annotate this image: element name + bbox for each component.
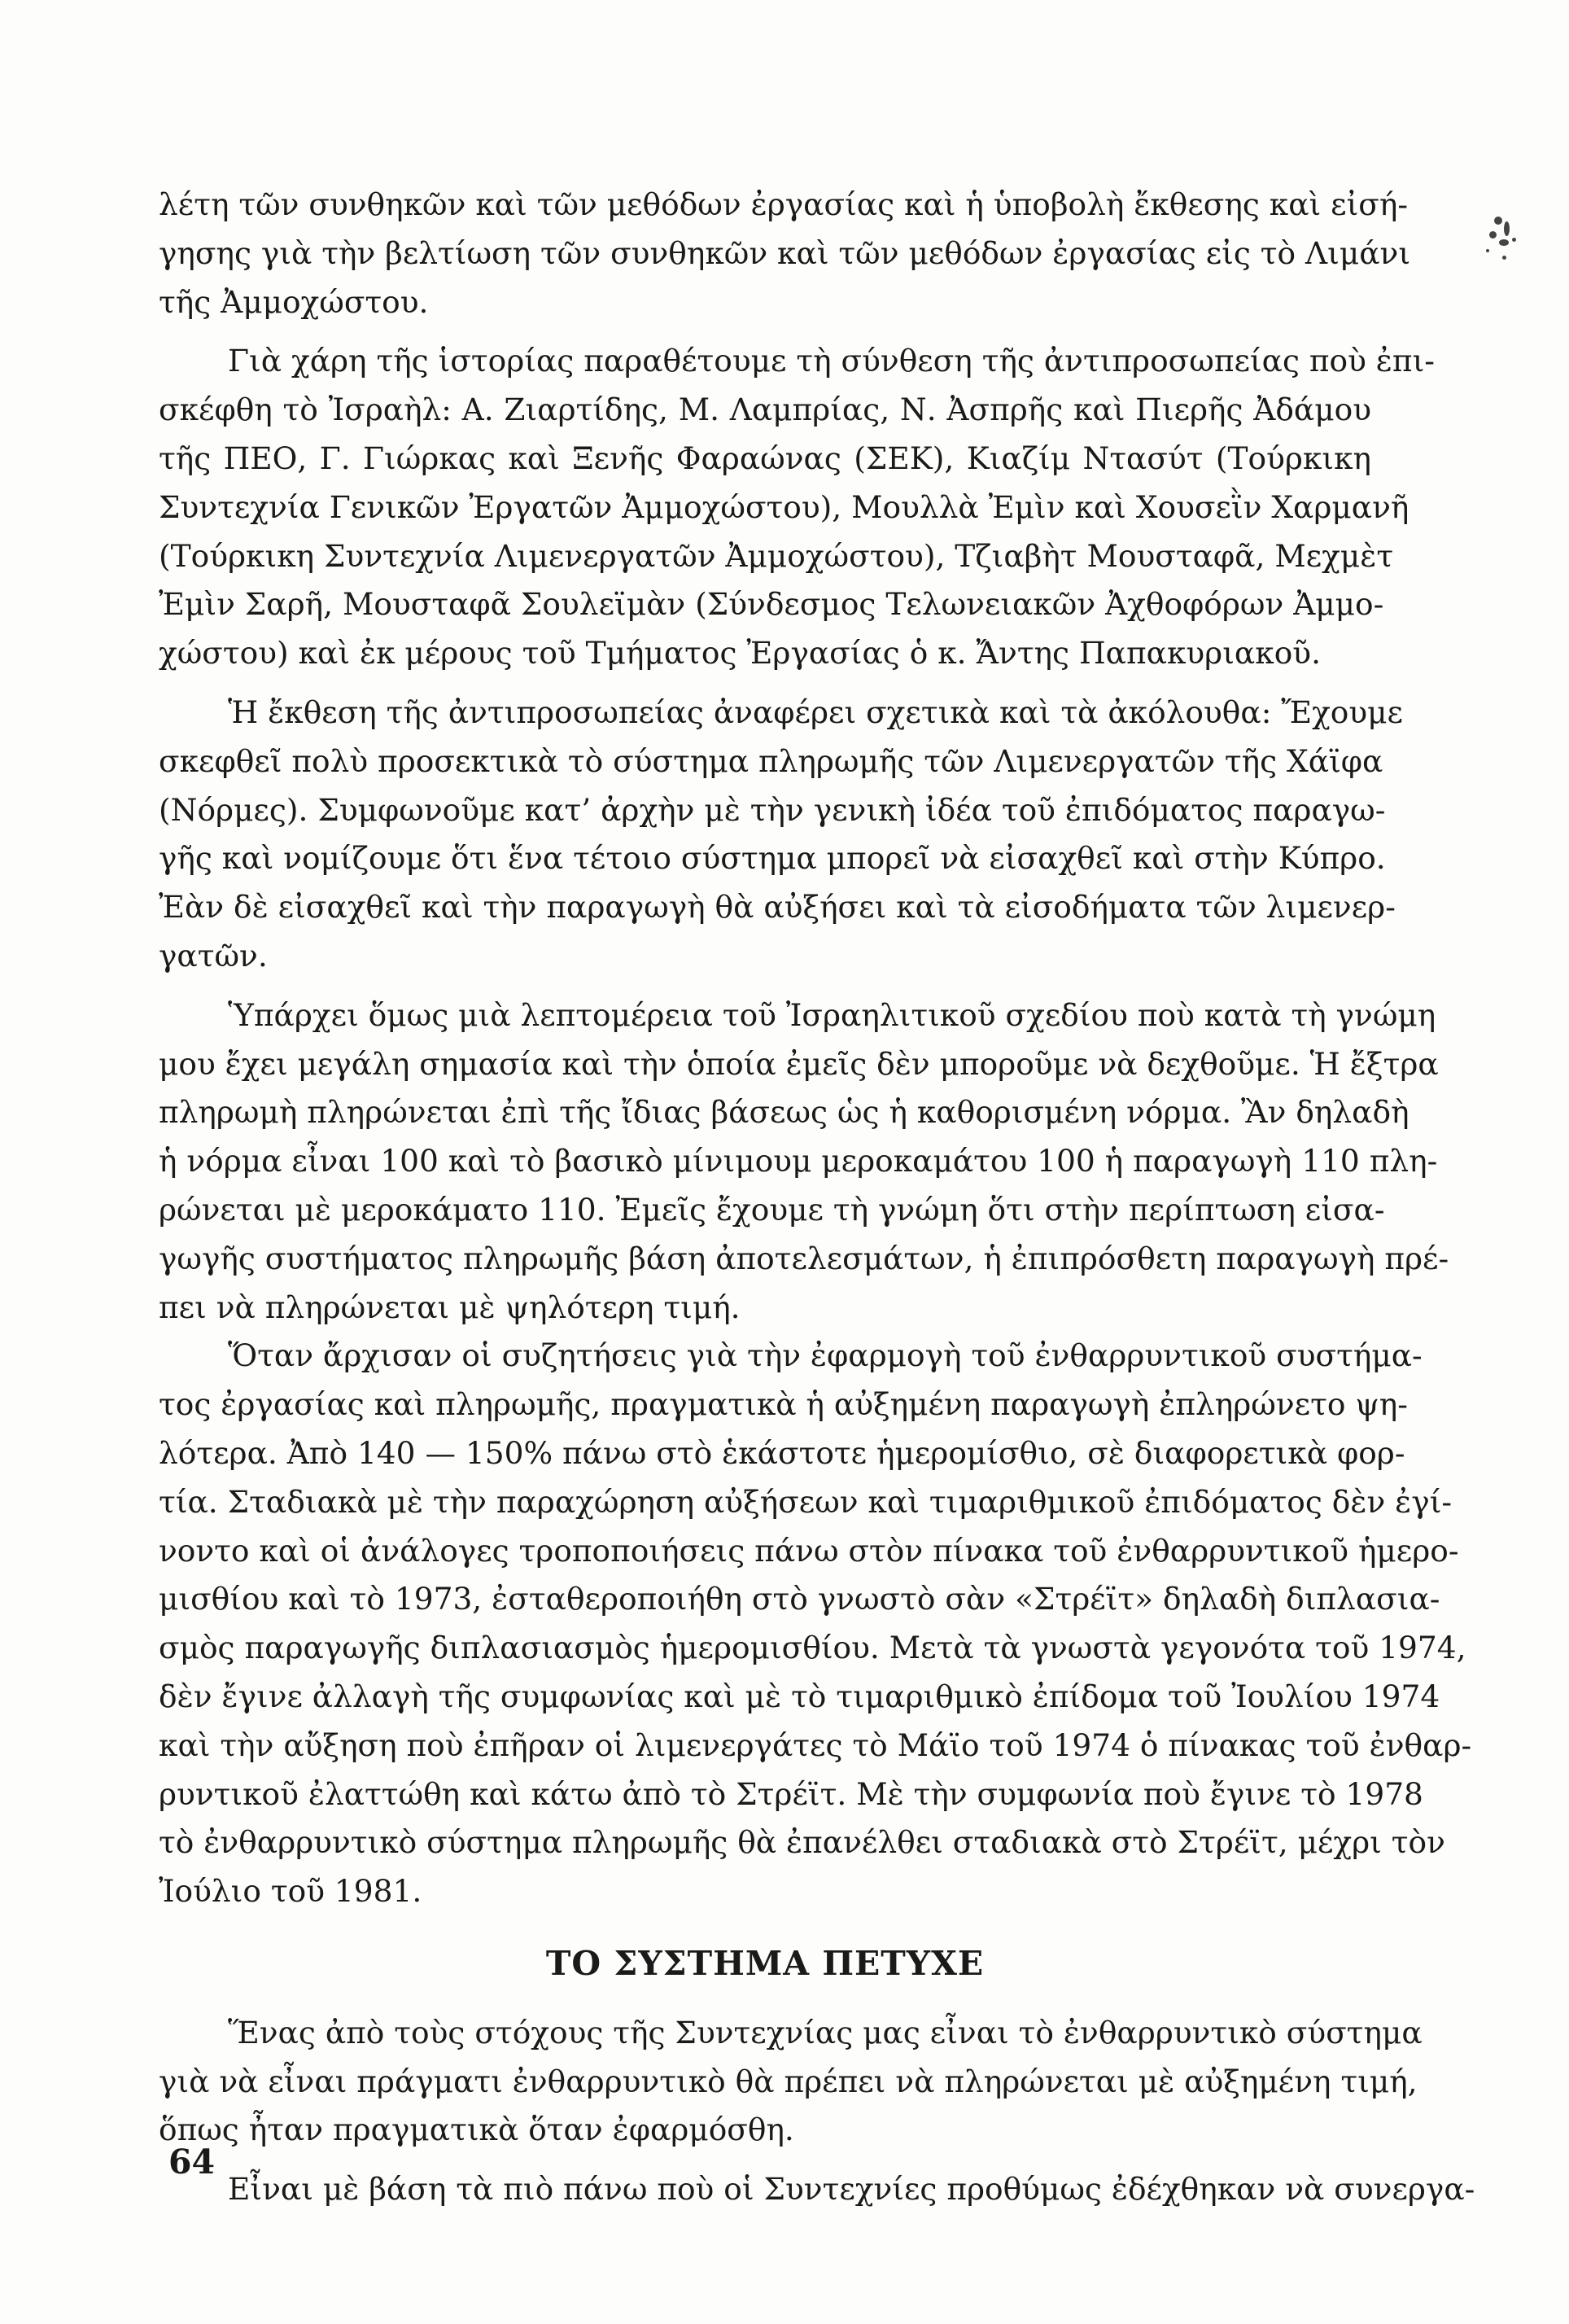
text-line: (Νόρμες). Συμφωνοῦμε κατ’ ἀρχὴν μὲ τὴν γενικὴ ἰδέα τοῦ ἐπιδόματος παραγω- [159,791,1386,828]
paragraph-7 [159,2165,1475,2214]
scan-smudge [1479,213,1528,272]
text-line: ρώνεται μὲ μεροκάματο 110. Ἐμεῖς ἔχουμε τὴ γνώμη ὅτι στὴν περίπτωση εἰσα- [159,1191,1385,1228]
text-line: Συντεχνία Γενικῶν Ἐργατῶν Ἀμμοχώστου), Μουλλὰ Ἐμὶν καὶ Χουσεῒν Χαρμανῆ [159,488,1409,525]
text-line: τος ἐργασίας καὶ πληρωμῆς, πραγματικὰ ἡ αὐξημένη παραγωγὴ ἐπληρώνετο ψη- [159,1386,1408,1423]
paragraph-gap [159,981,1371,991]
paragraph-2 [159,337,1435,678]
scan-speck [1504,221,1510,236]
scan-speck [1512,238,1516,242]
paragraph-4 [159,991,1449,1333]
paragraph-6 [159,2009,1423,2155]
text-line: Ἐὰν δὲ εἰσαχθεῖ καὶ τὴν παραγωγὴ θὰ αὐξήσει καὶ τὰ εἰσοδήματα τῶν λιμενερ- [159,889,1396,926]
text-line: τῆς ΠΕΟ, Γ. Γιώρκας καὶ Ξενῆς Φαραώνας (ΣΕΚ), Κιαζίμ Ντασύτ (Τούρκικη [159,440,1371,476]
scan-speck [1494,217,1502,225]
text-line: σκεφθεῖ πολὺ προσεκτικὰ τὸ σύστημα πληρωμῆς τῶν Λιμενεργατῶν τῆς Χάϊφα [159,742,1383,779]
text-line: Ἕνας ἀπὸ τοὺς στόχους τῆς Συντεχνίας μας εἶναι τὸ ἐνθαρρυντικὸ σύστημα [228,2014,1423,2050]
text-line: πει νὰ πληρώνεται μὲ ψηλότερη τιμή. [159,1289,741,1325]
text-line: ἡ νόρμα εἶναι 100 καὶ τὸ βασικὸ μίνιμουμ μεροκαμάτου 100 ἡ παραγωγὴ 110 πλη- [159,1143,1438,1180]
text-line: τῆς Ἀμμοχώστου. [159,283,429,320]
scan-speck [1489,231,1497,239]
text-line: λέτη τῶν συνθηκῶν καὶ τῶν μεθόδων ἐργασίας καὶ ἡ ὑποβολὴ ἔκθεσης καὶ εἰσή- [159,186,1409,222]
section-heading: ΤΟ ΣΥΣΤΗΜΑ ΠΕΤΥΧΕ [545,1943,985,1983]
text-line: Ἡ ἔκθεση τῆς ἀντιπροσωπείας ἀναφέρει σχετικὰ καὶ τὰ ἀκόλουθα: Ἔχουμε [228,694,1403,730]
text-line: γιὰ νὰ εἶναι πράγματι ἐνθαρρυντικὸ θὰ πρέπει νὰ πληρώνεται μὲ αὐξημένη τιμή, [159,2063,1418,2099]
text-line: γατῶν. [159,937,268,974]
text-line: Εἶναι μὲ βάση τὰ πιὸ πάνω ποὺ οἱ Συντεχνίες προθύμως ἐδέχθηκαν νὰ συνεργα- [228,2171,1475,2208]
text-line: ρυντικοῦ ἐλαττώθη καὶ κάτω ἀπὸ τὸ Στρέϊτ. Μὲ τὴν συμφωνία ποὺ ἔγινε τὸ 1978 [159,1775,1423,1812]
paragraph-gap [159,326,1371,337]
text-line: Ἰούλιο τοῦ 1981. [159,1873,422,1910]
text-line: γησης γιὰ τὴν βελτίωση τῶν συνθηκῶν καὶ τῶν μεθόδων ἐργασίας εἰς τὸ Λιμάνι [159,234,1411,271]
paragraph-gap [159,678,1371,689]
text-line: γωγῆς συστήματος πληρωμῆς βάση ἀποτελεσμάτων, ἡ ἐπιπρόσθετη παραγωγὴ πρέ- [159,1240,1449,1276]
paragraph-3 [159,689,1403,981]
text-line: Ὑπάρχει ὅμως μιὰ λεπτομέρεια τοῦ Ἰσραηλιτικοῦ σχεδίου ποὺ κατὰ τὴ γνώμη [228,996,1436,1033]
text-line: λότερα. Ἀπὸ 140 — 150% πάνω στὸ ἑκάστοτε ἡμερομίσθιο, σὲ διαφορετικὰ φορ- [159,1434,1405,1471]
text-line: τία. Σταδιακὰ μὲ τὴν παραχώρηση αὐξήσεων καὶ τιμαριθμικοῦ ἐπιδόματος δὲν ἐγί- [159,1483,1453,1520]
text-column [159,181,1475,2214]
text-line: δὲν ἔγινε ἀλλαγὴ τῆς συμφωνίας καὶ μὲ τὸ τιμαριθμικὸ ἐπίδομα τοῦ Ἰουλίου 1974 [159,1678,1440,1714]
scan-speck [1486,249,1489,252]
text-line: μισθίου καὶ τὸ 1973, ἐσταθεροποιήθη στὸ γνωστὸ σὰν «Στρέϊτ» δηλαδὴ διπλασια- [159,1581,1440,1617]
text-line: καὶ τὴν αὔξηση ποὺ ἐπῆραν οἱ λιμενεργάτες τὸ Μάϊο τοῦ 1974 ὁ πίνακας τοῦ ἐνθαρ- [159,1727,1472,1763]
paragraph-5 [159,1332,1472,1916]
scan-speck [1502,256,1506,260]
text-line: (Τούρκικη Συντεχνία Λιμενεργατῶν Ἀμμοχώστου), Τζιαβὴτ Μουσταφᾶ, Μεχμὲτ [159,537,1394,574]
text-line: πληρωμὴ πληρώνεται ἐπὶ τῆς ἴδιας βάσεως ὡς ἡ καθορισμένη νόρμα. Ἂν δηλαδὴ [159,1094,1409,1131]
text-line: Ὅταν ἄρχισαν οἱ συζητήσεις γιὰ τὴν ἐφαρμογὴ τοῦ ἐνθαρρυντικοῦ συστήμα- [228,1337,1423,1374]
text-line: σκέφθη τὸ Ἰσραὴλ: Α. Ζιαρτίδης, Μ. Λαμπρίας, Ν. Ἀσπρῆς καὶ Πιερῆς Ἀδάμου [159,392,1371,428]
paragraph-1 [159,181,1411,326]
text-line: μου ἔχει μεγάλη σημασία καὶ τὴν ὁποία ἐμεῖς δὲν μποροῦμε νὰ δεχθοῦμε. Ἡ ἔξτρα [159,1045,1439,1082]
text-line: νοντο καὶ οἱ ἀνάλογες τροποποιήσεις πάνω στὸν πίνακα τοῦ ἐνθαρρυντικοῦ ἡμερο- [159,1532,1459,1569]
text-line: ὅπως ἦταν πραγματικὰ ὅταν ἐφαρμόσθη. [159,2112,794,2148]
text-line: τὸ ἐνθαρρυντικὸ σύστημα πληρωμῆς θὰ ἐπανέλθει σταδιακὰ στὸ Στρέϊτ, μέχρι τὸν [159,1824,1445,1861]
paragraph-gap [159,2155,1371,2165]
text-line: γῆς καὶ νομίζουμε ὅτι ἕνα τέτοιο σύστημα μπορεῖ νὰ εἰσαχθεῖ καὶ στὴν Κύπρο. [159,840,1386,877]
page-number: 64 [168,2142,216,2182]
text-line: χώστου) καὶ ἐκ μέρους τοῦ Τμήματος Ἐργασίας ὁ κ. Ἄντης Παπακυριακοῦ. [159,635,1321,672]
scan-speck [1499,239,1509,246]
text-line: Γιὰ χάρη τῆς ἱστορίας παραθέτουμε τὴ σύνθεση τῆς ἀντιπροσωπείας ποὺ ἐπι- [228,343,1435,379]
text-line: σμὸς παραγωγῆς διπλασιασμὸς ἡμερομισθίου. Μετὰ τὰ γνωστὰ γεγονότα τοῦ 1974, [159,1630,1466,1666]
text-line: Ἐμὶν Σαρῆ, Μουσταφᾶ Σουλεϊμὰν (Σύνδεσμος Τελωνειακῶν Ἀχθοφόρων Ἀμμο- [159,586,1384,623]
